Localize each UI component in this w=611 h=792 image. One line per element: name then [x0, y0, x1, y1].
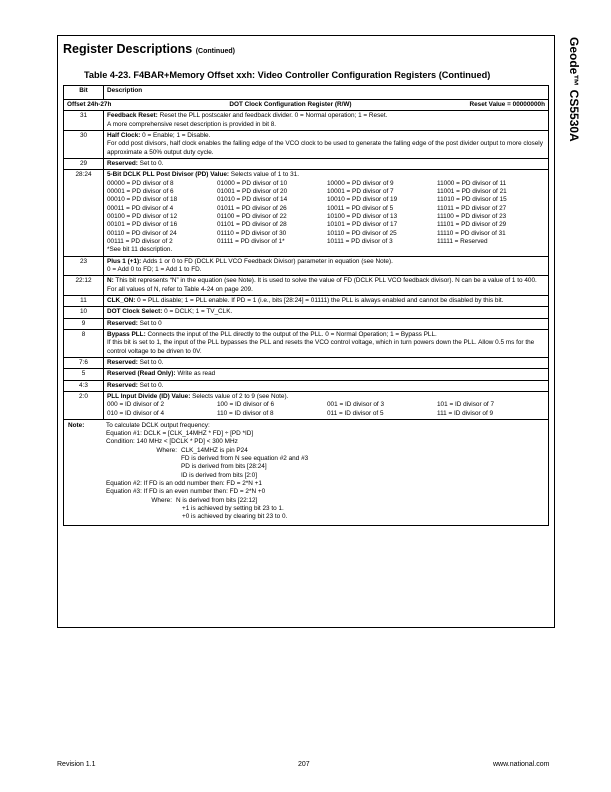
field-text: Selects value of 2 to 9 (see Note). [190, 392, 289, 400]
list-item: 00011 = PD divisor of 4 [107, 204, 174, 212]
offset-value: Offset 24h-27h [67, 101, 112, 108]
field-text: Set to 0 [137, 319, 162, 327]
list-item: 00100 = PD divisor of 12 [107, 212, 178, 220]
field-label: Reserved: [107, 319, 138, 327]
field-text: A more comprehensive reset description is provided in bit 8. [107, 120, 277, 128]
table-row [64, 329, 549, 357]
field-label: Bypass PLL: [107, 330, 146, 338]
field-label: Feedback Reset: [107, 112, 158, 120]
field-text: 0 = PLL disable; 1 = PLL enable. If PD = 1 (i.e., bits [28:24] = 01111) the PLL is always enabled and cannot be disabled by this bit. [135, 296, 504, 304]
table-row [64, 130, 549, 158]
table-row [64, 380, 549, 391]
field-label: N: [107, 277, 114, 285]
list-item: Equation #2: If FD is an odd number then: FD = 2*N +1 [106, 480, 262, 488]
list-item: Equation #3: If FD is an even number then: FD = 2*N +0 [106, 488, 266, 496]
table-row [64, 256, 549, 276]
bit-cell: 4:3 [64, 380, 104, 391]
list-item: 00010 = PD divisor of 18 [107, 196, 178, 204]
list-item: 01110 = PD divisor of 30 [217, 229, 287, 237]
list-item: 10011 = PD divisor of 5 [327, 204, 394, 212]
description-cell [104, 329, 549, 357]
field-label: PLL Input Divide (ID) Value: [107, 392, 191, 400]
list-item: 01010 = PD divisor of 14 [217, 196, 288, 204]
table-row [64, 369, 549, 380]
bit-cell: 7:6 [64, 357, 104, 368]
list-item: To calculate DCLK output frequency: [106, 421, 210, 429]
list-item: 01000 = PD divisor of 10 [217, 179, 288, 187]
list-item: 001 = ID divisor of 3 [327, 401, 385, 409]
table-row [64, 357, 549, 368]
list-item: 11111 = Reserved [437, 237, 488, 245]
table-title: Table 4-23. F4BAR+Memory Offset xxh: Video Controller Configuration Registers (Continued) [84, 70, 491, 80]
field-text: 0 = Add 0 to FD; 1 = Add 1 to FD. [107, 265, 202, 273]
field-label: 5-Bit DCLK PLL Post Divisor (PD) Value: [107, 171, 230, 179]
description-cell [64, 100, 549, 111]
list-item: 00110 = PD divisor of 24 [107, 229, 177, 237]
field-text: *See bit 11 description. [107, 246, 173, 254]
table-row [64, 276, 549, 296]
field-text: Selects value of 1 to 31. [229, 171, 300, 179]
list-item: 100 = ID divisor of 6 [217, 401, 275, 409]
section-title: Register Descriptions (Continued) [63, 42, 235, 56]
description-cell [104, 307, 549, 318]
footer-revision: Revision 1.1 [57, 761, 96, 768]
list-item: 10111 = PD divisor of 3 [327, 237, 393, 245]
list-item: 011 = ID divisor of 5 [327, 409, 384, 417]
list-item: 01100 = PD divisor of 22 [217, 212, 287, 220]
list-item: 010 = ID divisor of 4 [107, 409, 165, 417]
table-row [64, 158, 549, 169]
field-text: Reset the PLL postscaler and feedback divider. 0 = Normal operation; 1 = Reset. [157, 112, 388, 120]
table-header-row [64, 86, 549, 100]
list-item: CLK_14MHZ is pin P24 [181, 446, 248, 454]
description-cell [104, 295, 549, 306]
list-item: PD is derived from bits [28:24] [181, 463, 267, 471]
list-item: 11100 = PD divisor of 23 [437, 212, 507, 220]
register-table [63, 85, 549, 526]
field-text: Set to 0. [137, 159, 164, 167]
table-row [64, 170, 549, 256]
list-item: Where: [156, 446, 177, 454]
field-text: Connects the input of the PLL directly to the output of the PLL. 0 = Normal Operation; 1 = Bypass PLL. [145, 330, 437, 338]
field-label: Plus 1 (+1): [107, 257, 142, 265]
description-cell [104, 170, 549, 256]
list-item: N is derived from bits [22:12] [176, 496, 258, 504]
list-item: 00111 = PD divisor of 2 [107, 237, 173, 245]
list-item: +0 is achieved by clearing bit 23 to 0. [182, 513, 288, 521]
bit-cell: 23 [64, 256, 104, 276]
note-row [64, 419, 549, 525]
list-item: FD is derived from N see equation #2 and #3 [181, 455, 309, 463]
description-cell [104, 369, 549, 380]
bit-cell: 11 [64, 295, 104, 306]
table-row [64, 318, 549, 329]
list-item: 00101 = PD divisor of 16 [107, 221, 178, 229]
bit-cell: 8 [64, 329, 104, 357]
list-item: 111 = ID divisor of 9 [437, 409, 494, 417]
footer-page-number: 207 [298, 761, 310, 768]
register-name: DOT Clock Configuration Register (R/W) [229, 101, 352, 108]
header-bit: Bit [64, 86, 104, 100]
list-item [181, 447, 308, 480]
header-description: Description [104, 86, 549, 100]
bit-cell: 30 [64, 130, 104, 158]
bit-cell: 28:24 [64, 170, 104, 256]
list-item: 110 = ID divisor of 8 [217, 409, 274, 417]
field-text: If this bit is set to 1, the input of the PLL bypasses the PLL and resets the VCO control voltage, which in turn powers down the PLL. Allow 0.5 ms for the control voltage to be driven to 0V. [107, 339, 535, 355]
list-item: 01111 = PD divisor of 1* [217, 237, 285, 245]
description-cell [104, 111, 549, 131]
list-item: 00000 = PD divisor of 8 [107, 179, 174, 187]
list-item: Condition: 140 MHz < [DCLK * PD] < 300 MHz [106, 438, 238, 446]
field-text: 0 = DCLK; 1 = TV_CLK. [162, 308, 233, 316]
field-text: For odd post divisors, half clock enables the falling edge of the VCO clock to be used to generate the falling edge of the post divider output to more closely approximate a 50% output duty cycle. [107, 140, 543, 156]
field-text: 0 = Enable; 1 = Disable. [140, 131, 211, 139]
description-cell [104, 318, 549, 329]
table-row [64, 307, 549, 318]
bit-cell: 31 [64, 111, 104, 131]
list-item: 10010 = PD divisor of 19 [327, 196, 398, 204]
description-cell [104, 158, 549, 169]
list-item [106, 447, 544, 480]
field-label: Half Clock: [107, 131, 141, 139]
list-item: 000 = ID divisor of 2 [107, 401, 165, 409]
list-item: 01011 = PD divisor of 26 [217, 204, 287, 212]
field-text: Set to 0. [137, 358, 164, 366]
note-label: Note: [68, 421, 85, 429]
field-text: Write as read [175, 370, 216, 378]
offset-row [64, 100, 549, 111]
description-cell [104, 391, 549, 419]
list-item: 01001 = PD divisor of 20 [217, 187, 288, 195]
table-row [64, 111, 549, 131]
list-item [176, 497, 287, 522]
list-item: 10100 = PD divisor of 13 [327, 212, 398, 220]
field-label: Reserved: [107, 381, 138, 389]
field-text: This bit represents “N” in the equation (see Note). It is used to solve the value of FD (DCLK PLL VCO feedback divisor). N can be a value of 1 to 400. For all values of N, refer to Table 4-24 on page 209. [107, 277, 537, 293]
description-cell [64, 419, 549, 525]
description-cell [104, 380, 549, 391]
list-item: Equation #1: DCLK = [CLK_14MHZ * FD] ÷ [PD *ID] [106, 430, 254, 438]
reset-value: Reset Value = 00000000h [469, 101, 545, 108]
bit-cell: 9 [64, 318, 104, 329]
bit-cell: 2:0 [64, 391, 104, 419]
bit-cell: 5 [64, 369, 104, 380]
list-item: 10101 = PD divisor of 17 [327, 221, 398, 229]
field-text: Adds 1 or 0 to FD (DCLK PLL VCO Feedback Divisor) parameter in equation (see Note). [141, 257, 393, 265]
list-item: +1 is achieved by setting bit 23 to 1. [182, 505, 284, 513]
list-item: 01101 = PD divisor of 28 [217, 221, 287, 229]
list-item [106, 497, 544, 522]
list-item: 11001 = PD divisor of 21 [437, 187, 507, 195]
field-label: Reserved: [107, 358, 138, 366]
list-item: 10001 = PD divisor of 7 [327, 187, 394, 195]
bit-cell: 29 [64, 158, 104, 169]
list-item: 11010 = PD divisor of 15 [437, 196, 507, 204]
pd-value-grid [107, 180, 545, 247]
note-body [106, 422, 544, 522]
table-row [64, 391, 549, 419]
bit-cell: 10 [64, 307, 104, 318]
list-item: 11101 = PD divisor of 29 [437, 221, 507, 229]
description-cell [104, 276, 549, 296]
bit-cell: 22:12 [64, 276, 104, 296]
list-item: 11000 = PD divisor of 11 [437, 179, 507, 187]
list-item: 11011 = PD divisor of 27 [437, 204, 507, 212]
side-title: Geode™ CS5530A [567, 37, 581, 142]
field-text: Set to 0. [137, 381, 164, 389]
field-label: CLK_ON: [107, 296, 136, 304]
description-cell [104, 357, 549, 368]
list-item: 10110 = PD divisor of 25 [327, 229, 397, 237]
section-continued: (Continued) [195, 48, 235, 55]
list-item: 10000 = PD divisor of 9 [327, 179, 394, 187]
table-row [64, 295, 549, 306]
field-label: DOT Clock Select: [107, 308, 163, 316]
field-label: Reserved: [107, 159, 138, 167]
list-item: ID is derived from bits [2:0] [181, 471, 258, 479]
list-item: 101 = ID divisor of 7 [437, 401, 495, 409]
list-item: 00001 = PD divisor of 6 [107, 187, 174, 195]
description-cell [104, 256, 549, 276]
footer-website: www.national.com [493, 761, 550, 768]
id-value-grid [107, 401, 545, 418]
description-cell [104, 130, 549, 158]
list-item: 11110 = PD divisor of 31 [437, 229, 506, 237]
field-label: Reserved (Read Only): [107, 370, 176, 378]
list-item: Where: [151, 496, 172, 504]
